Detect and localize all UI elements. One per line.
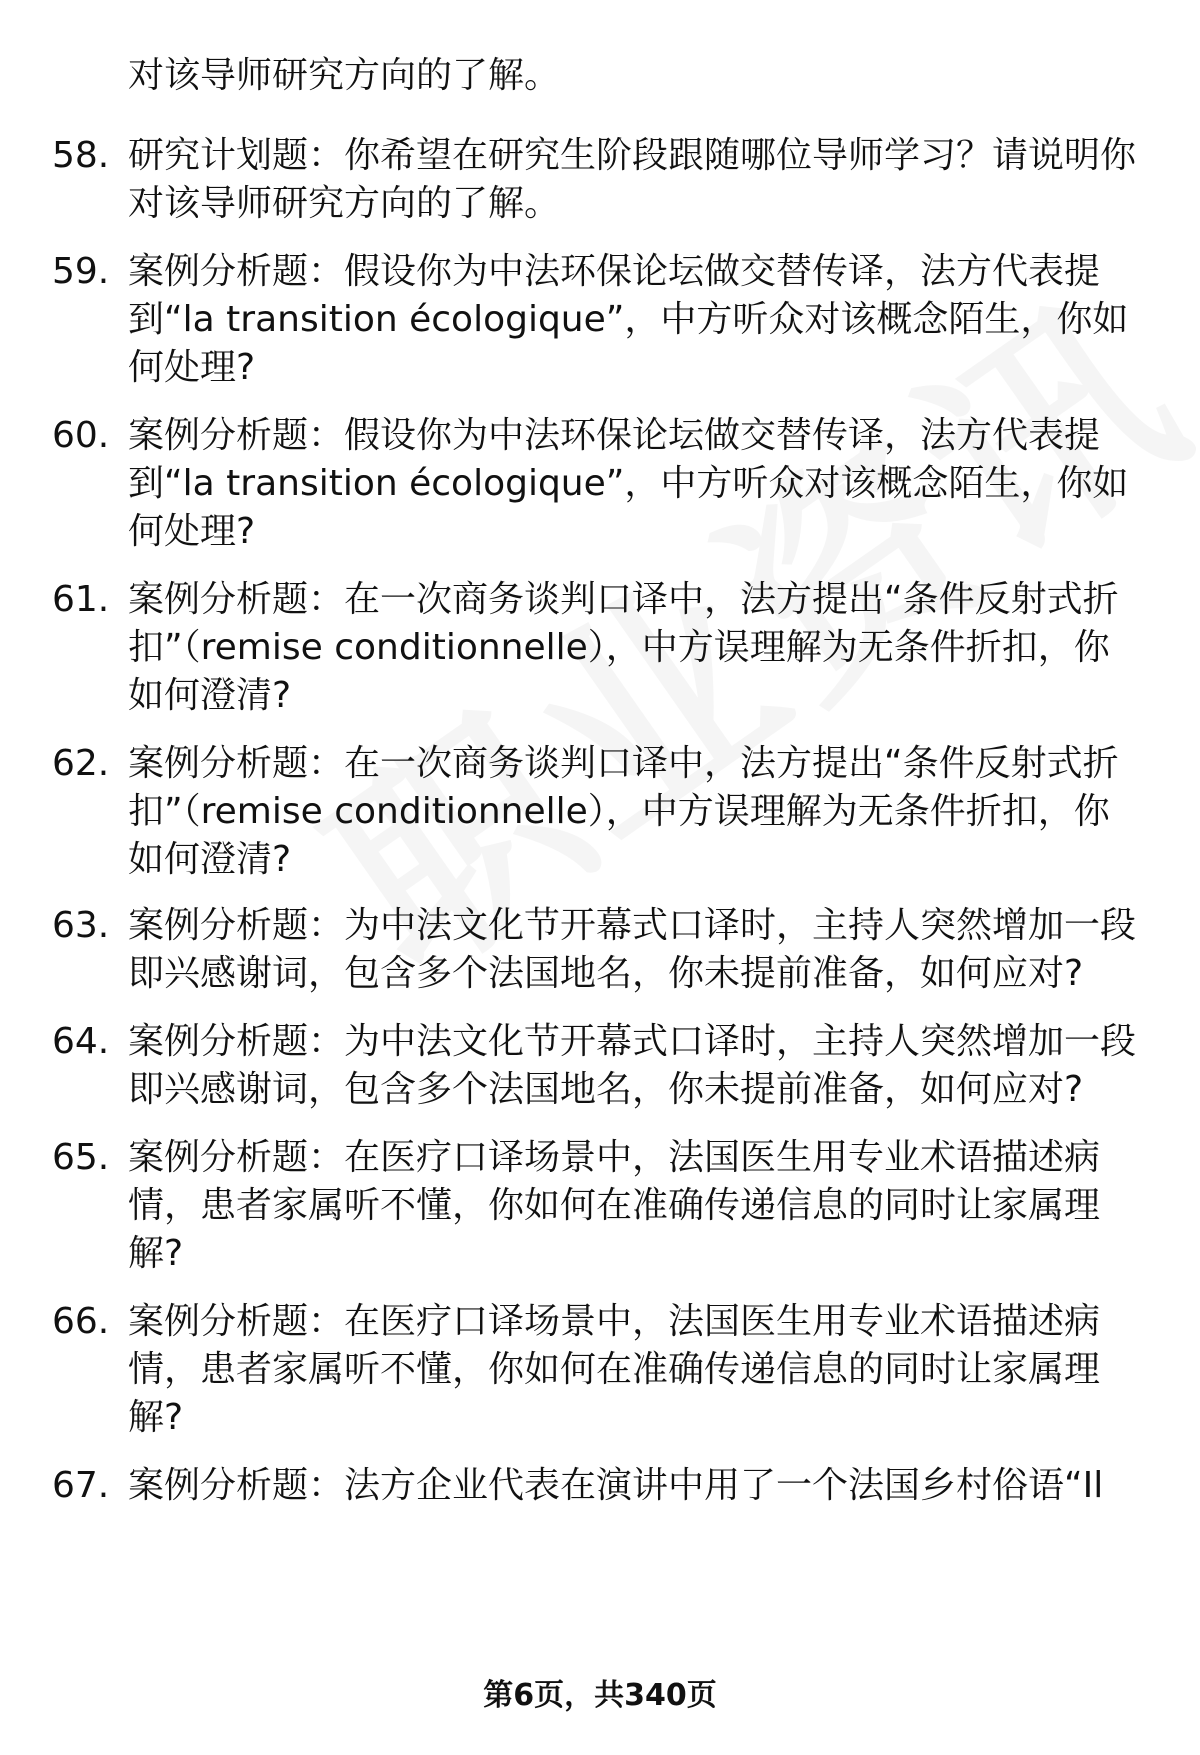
question-text: 案例分析题：假设你为中法环保论坛做交替传译，法方代表提 到“la transition écologique”，中方听众对该概念陌生，你如 何处理? (128, 415, 1129, 552)
question-number: 60. (52, 415, 110, 456)
question-text: 案例分析题：为中法文化节开幕式口译时，主持人突然增加一段 即兴感谢词，包含多个法国地名，你未提前准备，如何应对? (128, 1021, 1137, 1110)
question-text: 案例分析题：在一次商务谈判口译中，法方提出“条件反射式折 扣”（remise conditionnelle），中方误理解为无条件折扣，你 如何澄清? (128, 743, 1119, 880)
question-number: 61. (52, 579, 110, 620)
question-text: 案例分析题：法方企业代表在演讲中用了一个法国乡村俗语“Il (128, 1465, 1104, 1506)
question-text: 案例分析题：在一次商务谈判口译中，法方提出“条件反射式折 扣”（remise conditionnelle），中方误理解为无条件折扣，你 如何澄清? (128, 579, 1119, 716)
question-text: 案例分析题：在医疗口译场景中，法国医生用专业术语描述病 情，患者家属听不懂，你如何在准确传递信息的同时让家属理 解? (128, 1137, 1101, 1274)
question-number: 64. (52, 1021, 110, 1062)
question-number: 62. (52, 743, 110, 784)
question-text: 案例分析题：为中法文化节开幕式口译时，主持人突然增加一段 即兴感谢词，包含多个法国地名，你未提前准备，如何应对? (128, 905, 1137, 994)
question-number: 67. (52, 1465, 110, 1506)
question-text: 案例分析题：在医疗口译场景中，法国医生用专业术语描述病 情，患者家属听不懂，你如何在准确传递信息的同时让家属理 解? (128, 1301, 1101, 1438)
lead-text: 对该导师研究方向的了解。 (128, 55, 561, 96)
page-footer: 第6页，共340页 (483, 1678, 717, 1713)
question-number: 66. (52, 1301, 110, 1342)
question-text: 研究计划题：你希望在研究生阶段跟随哪位导师学习？请说明你 对该导师研究方向的了解。 (128, 135, 1137, 224)
question-number: 58. (52, 135, 110, 176)
question-number: 65. (52, 1137, 110, 1178)
question-number: 63. (52, 905, 110, 946)
question-number: 59. (52, 251, 110, 292)
question-text: 案例分析题：假设你为中法环保论坛做交替传译，法方代表提 到“la transition écologique”，中方听众对该概念陌生，你如 何处理? (128, 251, 1129, 388)
